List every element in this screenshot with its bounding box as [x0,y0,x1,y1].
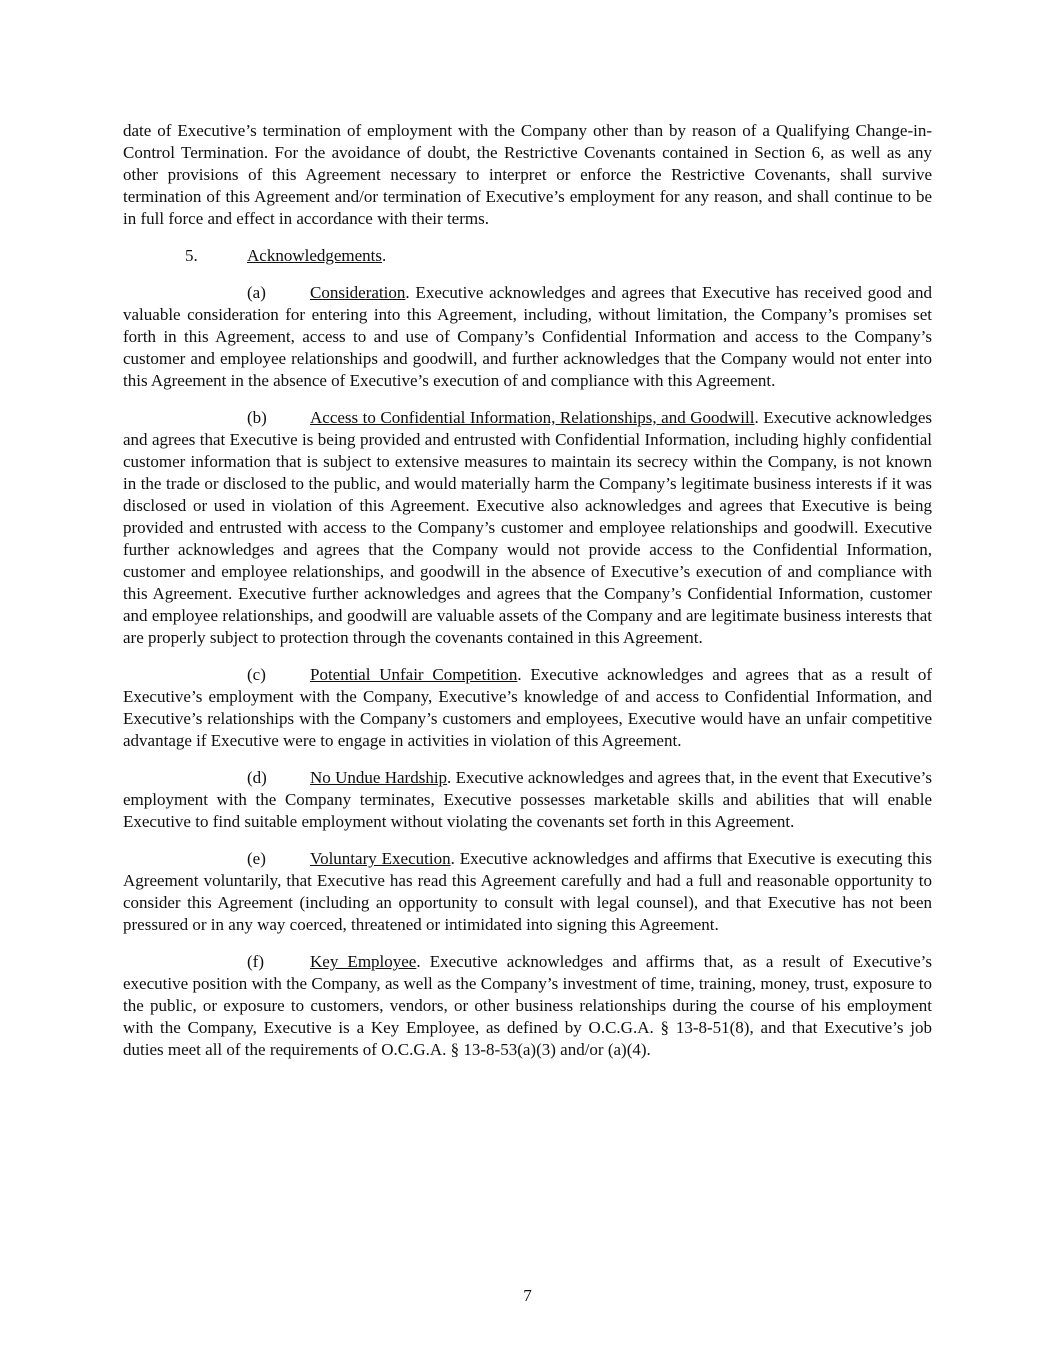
item-body: . Executive acknowledges and agrees that Executive is being provided and entrusted with Confidential Information, including highly confidential customer information that is subject to extensive measures to maintain its secrecy within the Company, is not known in the trade or disclosed to the public, and would materially harm the Company’s legitimate business interests if it was disclosed or used in violation of this Agreement. Executive also acknowledges and agrees that Executive is being provided and entrusted with access to the Company’s customer and employee relationships and goodwill. Executive further acknowledges and agrees that the Company would not provide access to the Confidential Information, customer and employee relationships, and goodwill in the absence of Executive’s execution of and compliance with this Agreement. Executive further acknowledges and agrees that the Company’s Confidential Information, customer and employee relationships, and goodwill are valuable assets of the Company and are legitimate business interests that are properly subject to protection through the covenants contained in this Agreement. [123,408,933,647]
section-number [185,245,247,267]
item-heading: Voluntary Execution [310,849,451,868]
paragraph-item-e [123,848,932,936]
item-label-text: (a) [247,283,266,302]
item-label [247,848,310,870]
item-label [247,282,310,304]
item-label [247,767,310,789]
paragraph-item-c [123,664,932,752]
item-body: . Executive acknowledges and affirms that Executive is executing this Agreement voluntarily, that Executive has read this Agreement carefully and had a full and reasonable opportunity to consider this Agreement (including an opportunity to consult with legal counsel), and that Executive has not been pressured or in any way coerced, threatened or intimidated into signing this Agreement. [123,849,932,934]
item-label-text: (b) [247,408,267,427]
section-title-period: . [382,246,387,265]
page-number: 7 [523,1286,532,1305]
section-title: Acknowledgements [247,246,383,265]
item-body: . Executive acknowledges and agrees that Executive has received good and valuable consideration for entering into this Agreement, including, without limitation, the Company’s promises set forth in this Agreement, access to and use of Company’s Confidential Information and access to the Company’s customer and employee relationships and goodwill, and further acknowledges that the Company would not enter into this Agreement in the absence of Executive’s execution of and compliance with this Agreement. [123,283,932,390]
item-body: . Executive acknowledges and affirms that, as a result of Executive’s executive position with the Company, as well as the Company’s investment of time, training, money, trust, exposure to the public, or exposure to customers, vendors, or other business relationships during the course of his employment with the Company, Executive is a Key Employee, as defined by O.C.G.A. § 13-8-51(8), and that Executive’s job duties meet all of the requirements of O.C.G.A. § 13-8-53(a)(3) and/or (a)(4). [123,952,932,1059]
item-heading: Key Employee [310,952,417,971]
item-label-text: (c) [247,665,266,684]
item-body: . Executive acknowledges and agrees that, in the event that Executive’s employment with the Company terminates, Executive possesses marketable skills and abilities that will enable Executive to find suitable employment without violating the covenants set forth in this Agreement. [123,768,932,831]
paragraph-item-a [123,282,932,392]
paragraph-item-b [123,407,932,649]
section-number-text: 5. [185,246,198,265]
paragraph-item-d [123,767,932,833]
item-label [247,951,310,973]
paragraph-continuation [123,120,932,230]
item-label [247,407,310,429]
item-label-text: (f) [247,952,264,971]
item-heading: No Undue Hardship [310,768,448,787]
item-heading: Consideration [310,283,406,302]
item-heading: Access to Confidential Information, Relationships, and Goodwill [310,408,755,427]
item-label [247,664,310,686]
item-body: . Executive acknowledges and agrees that as a result of Executive’s employment with the Company, Executive’s knowledge of and access to Confidential Information, and Executive’s relationships with the Company’s customers and employees, Executive would have an unfair competitive advantage if Executive were to engage in activities in violation of this Agreement. [123,665,932,750]
item-heading: Potential Unfair Competition [310,665,518,684]
section-5-heading-paragraph [123,245,932,267]
paragraph-item-f [123,951,932,1061]
item-label-text: (d) [247,768,267,787]
paragraph-text: date of Executive’s termination of employment with the Company other than by reason of a Qualifying Change-in-Control Termination. For the avoidance of doubt, the Restrictive Covenants contained in Section 6, as well as any other provisions of this Agreement necessary to interpret or enforce the Restrictive Covenants, shall survive termination of this Agreement and/or termination of Executive’s employment for any reason, and shall continue to be in full force and effect in accordance with their terms. [123,121,932,228]
item-label-text: (e) [247,849,266,868]
